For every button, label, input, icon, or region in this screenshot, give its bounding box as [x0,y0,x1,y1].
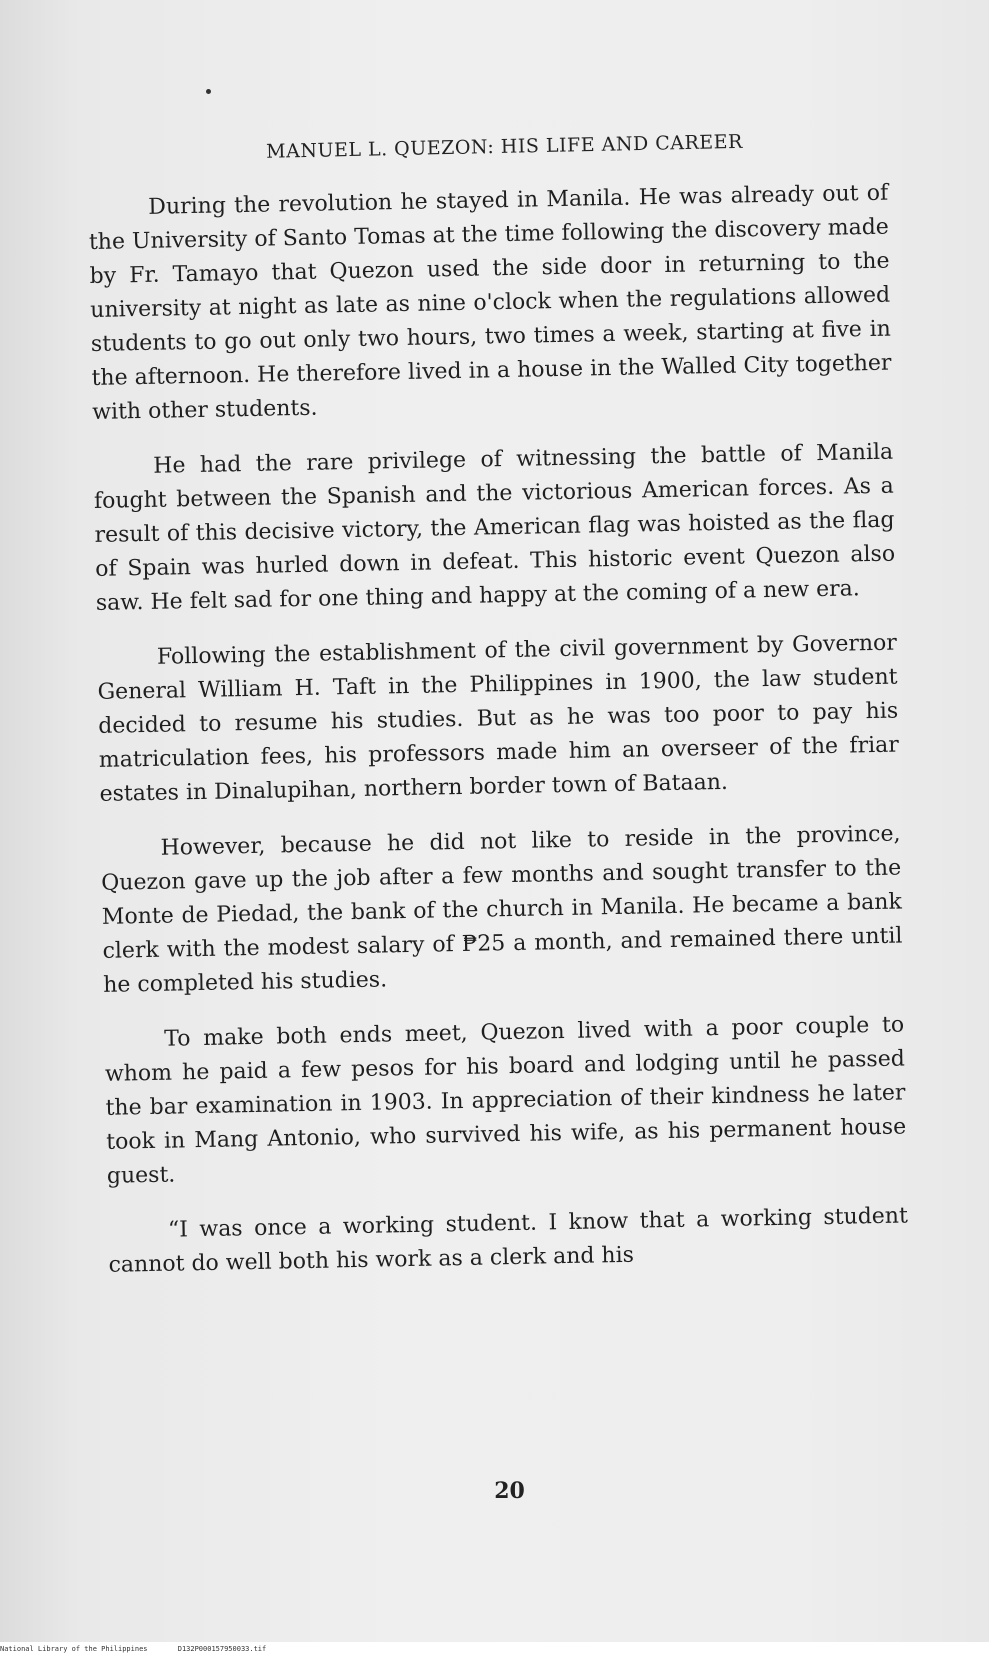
paragraph-6: “I was once a working student. I know that a working student cannot do well both his work as a clerk and his [108,1203,909,1278]
paragraph-2: He had the rare privilege of witnessing the battle of Manila fought between the Spanish and the victorious American forces. As a result of this decisive victory, the American flag was hoisted as the flag of Spain was hurled down in defeat. This historic event Quezon also saw. He felt sad for one thing and happy at the coming of a new era. [93,439,896,616]
page-body [88,177,909,1283]
footer-library: National Library of the Philippines [0,1645,148,1653]
running-header: MANUEL L. QUEZON: HIS LIFE AND CAREER [265,130,744,163]
page-number: 20 [494,1478,525,1504]
paragraph-1: During the revolution he stayed in Manila. He was already out of the University of Santo Tomas at the time following the discovery made by Fr. Tamayo that Quezon used the side door in returning to the university at night as late as nine o'clock when the regulations allowed students to go out only two hours, two times a week, starting at five in the afternoon. He therefore lived in a house in the Walled City together with other students. [88,180,892,425]
footer-file-id: D132P000157950033.tif [177,1645,267,1653]
scan-footer [0,1645,292,1653]
paragraph-3: Following the establishment of the civil government by Governor General William H. Taft in the Philippines in 1900, the law student decided to resume his studies. But as he was too poor to pay his matriculation fees, his professors made him an overseer of the friar estates in Dinalupihan, northern border town of Bataan. [97,630,900,807]
paragraph-5: To make both ends meet, Quezon lived with a poor couple to whom he paid a few pesos for his board and lodging until he passed the bar examination in 1903. In appreciation of their kindness he later took in Mang Antonio, who survived his wife, as his permanent house guest. [104,1012,907,1189]
ink-speck [206,89,211,94]
paragraph-4: However, because he did not like to reside in the province, Quezon gave up the job after a few months and sought transfer to the Monte de Piedad, the bank of the church in Manila. He became a bank clerk with the modest salary of ₱25 a month, and remained there until he completed his studies. [101,821,903,998]
